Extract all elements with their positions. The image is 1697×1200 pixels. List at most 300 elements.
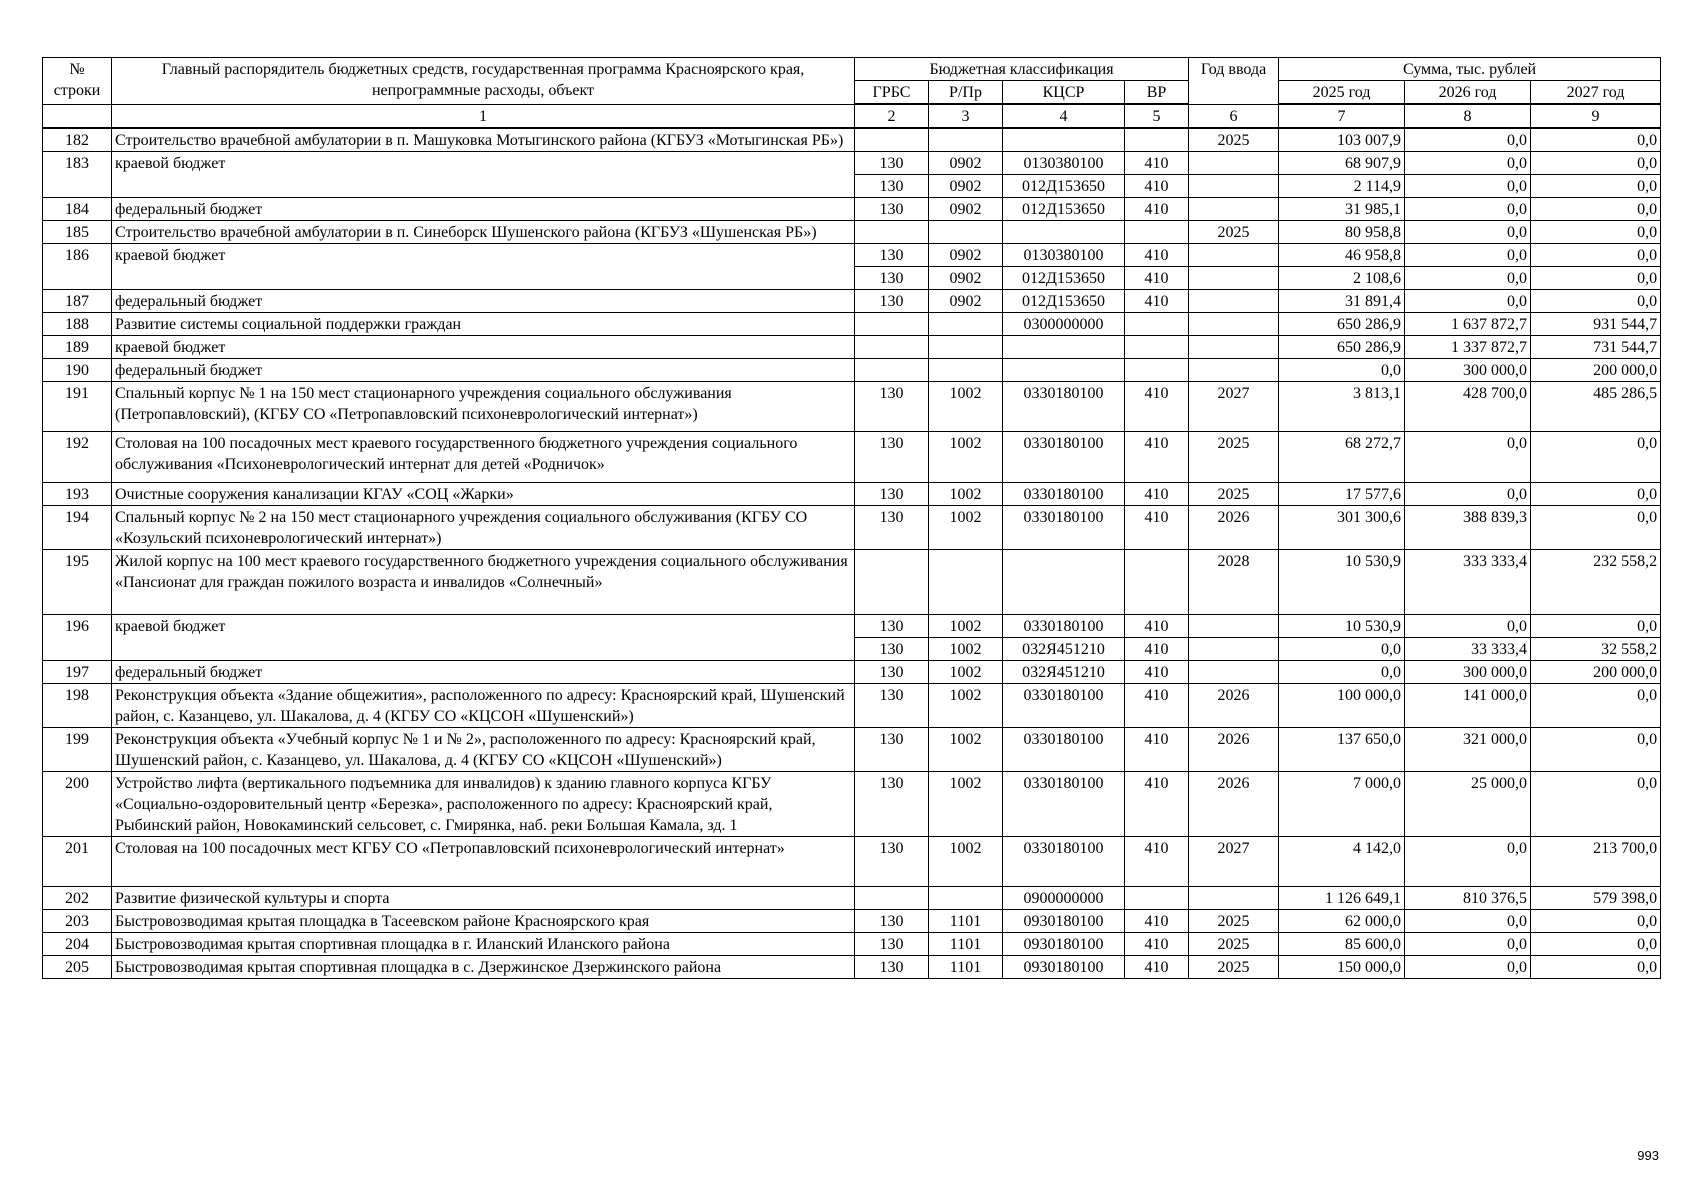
cell-2026: 428 700,0 xyxy=(1405,382,1531,432)
cell-year: 2025 xyxy=(1189,909,1279,932)
cell-year xyxy=(1189,886,1279,909)
cell-vr: 410 xyxy=(1125,267,1189,290)
cell-row-number: 186 xyxy=(43,244,112,290)
cell-rpr: 1002 xyxy=(929,683,1003,727)
cell-kcsr xyxy=(1003,359,1125,382)
cell-name: краевой бюджет xyxy=(112,614,855,660)
cell-year: 2025 xyxy=(1189,932,1279,955)
cell-2027: 213 700,0 xyxy=(1531,836,1661,886)
cell-2025: 1 126 649,1 xyxy=(1279,886,1405,909)
cell-vr: 410 xyxy=(1125,244,1189,267)
cell-grbs xyxy=(855,549,929,614)
cell-kcsr: 0930180100 xyxy=(1003,932,1125,955)
cell-2027: 579 398,0 xyxy=(1531,886,1661,909)
cell-2026: 0,0 xyxy=(1405,290,1531,313)
cell-name: Реконструкция объекта «Учебный корпус № 1 и № 2», расположенного по адресу: Красноярский край, Шушенский район, с. Казанцево, ул. Шакалова, д. 4 (КГБУ СО «КЦСОН «Шушенский») xyxy=(112,727,855,771)
cell-row-number: 182 xyxy=(43,128,112,152)
cell-2026: 321 000,0 xyxy=(1405,727,1531,771)
cell-2027: 0,0 xyxy=(1531,128,1661,152)
header-kcsr: КЦСР xyxy=(1003,81,1125,105)
cell-vr xyxy=(1125,221,1189,244)
cell-year xyxy=(1189,614,1279,637)
cell-2027: 0,0 xyxy=(1531,614,1661,637)
header-name: Главный распорядитель бюджетных средств, государственная программа Красноярского края, непрограммные расходы, объект xyxy=(112,58,855,105)
column-number: 4 xyxy=(1003,104,1125,128)
cell-kcsr xyxy=(1003,549,1125,614)
cell-2027: 0,0 xyxy=(1531,221,1661,244)
cell-2027: 0,0 xyxy=(1531,267,1661,290)
cell-grbs: 130 xyxy=(855,932,929,955)
cell-name: краевой бюджет xyxy=(112,152,855,198)
table-row xyxy=(43,290,1661,313)
cell-row-number: 194 xyxy=(43,505,112,549)
cell-rpr xyxy=(929,313,1003,336)
cell-year xyxy=(1189,359,1279,382)
table-row xyxy=(43,836,1661,886)
table-row xyxy=(43,771,1661,836)
header-row-1 xyxy=(43,58,1661,81)
cell-name: федеральный бюджет xyxy=(112,660,855,683)
header-classification: Бюджетная классификация xyxy=(855,58,1189,81)
cell-2025: 7 000,0 xyxy=(1279,771,1405,836)
cell-rpr: 1101 xyxy=(929,955,1003,978)
cell-2027: 0,0 xyxy=(1531,932,1661,955)
cell-kcsr: 0330180100 xyxy=(1003,505,1125,549)
cell-2027: 0,0 xyxy=(1531,505,1661,549)
cell-grbs: 130 xyxy=(855,175,929,198)
cell-row-number: 193 xyxy=(43,482,112,505)
cell-rpr xyxy=(929,886,1003,909)
header-rpr: Р/Пр xyxy=(929,81,1003,105)
cell-kcsr: 0330180100 xyxy=(1003,836,1125,886)
cell-2026: 300 000,0 xyxy=(1405,359,1531,382)
cell-row-number: 192 xyxy=(43,432,112,482)
cell-kcsr: 0130380100 xyxy=(1003,244,1125,267)
cell-year: 2025 xyxy=(1189,482,1279,505)
cell-row-number: 191 xyxy=(43,382,112,432)
cell-2026: 0,0 xyxy=(1405,128,1531,152)
header-year-input: Год ввода xyxy=(1189,58,1279,105)
cell-vr: 410 xyxy=(1125,290,1189,313)
cell-2025: 3 813,1 xyxy=(1279,382,1405,432)
cell-2025: 103 007,9 xyxy=(1279,128,1405,152)
cell-name: Быстровозводимая крытая площадка в Тасеевском районе Красноярского края xyxy=(112,909,855,932)
cell-kcsr: 0330180100 xyxy=(1003,382,1125,432)
header-2026: 2026 год xyxy=(1405,81,1531,105)
cell-row-number: 187 xyxy=(43,290,112,313)
cell-name: Быстровозводимая крытая спортивная площадка в с. Дзержинское Дзержинского района xyxy=(112,955,855,978)
cell-2026: 0,0 xyxy=(1405,267,1531,290)
cell-year: 2025 xyxy=(1189,955,1279,978)
cell-year: 2026 xyxy=(1189,505,1279,549)
cell-grbs xyxy=(855,886,929,909)
cell-rpr: 1002 xyxy=(929,382,1003,432)
cell-2026: 0,0 xyxy=(1405,221,1531,244)
cell-year xyxy=(1189,267,1279,290)
cell-rpr xyxy=(929,336,1003,359)
cell-year xyxy=(1189,152,1279,175)
cell-2025: 10 530,9 xyxy=(1279,614,1405,637)
cell-2026: 300 000,0 xyxy=(1405,660,1531,683)
cell-year xyxy=(1189,175,1279,198)
column-number: 1 xyxy=(112,104,855,128)
cell-2027: 0,0 xyxy=(1531,909,1661,932)
cell-rpr xyxy=(929,128,1003,152)
cell-2026: 333 333,4 xyxy=(1405,549,1531,614)
cell-2025: 2 108,6 xyxy=(1279,267,1405,290)
cell-row-number: 199 xyxy=(43,727,112,771)
cell-2026: 0,0 xyxy=(1405,482,1531,505)
cell-2025: 85 600,0 xyxy=(1279,932,1405,955)
cell-rpr xyxy=(929,549,1003,614)
cell-year: 2027 xyxy=(1189,836,1279,886)
cell-year xyxy=(1189,290,1279,313)
cell-vr: 410 xyxy=(1125,660,1189,683)
cell-vr: 410 xyxy=(1125,771,1189,836)
cell-2025: 4 142,0 xyxy=(1279,836,1405,886)
cell-vr xyxy=(1125,886,1189,909)
cell-2025: 650 286,9 xyxy=(1279,313,1405,336)
cell-vr xyxy=(1125,336,1189,359)
cell-year: 2025 xyxy=(1189,432,1279,482)
cell-2027: 232 558,2 xyxy=(1531,549,1661,614)
cell-name: федеральный бюджет xyxy=(112,198,855,221)
cell-grbs: 130 xyxy=(855,909,929,932)
cell-year: 2026 xyxy=(1189,771,1279,836)
cell-2027: 485 286,5 xyxy=(1531,382,1661,432)
cell-rpr: 1002 xyxy=(929,432,1003,482)
cell-kcsr: 032Я451210 xyxy=(1003,637,1125,660)
cell-name: федеральный бюджет xyxy=(112,359,855,382)
cell-name: Развитие системы социальной поддержки граждан xyxy=(112,313,855,336)
cell-2026: 810 376,5 xyxy=(1405,886,1531,909)
cell-2026: 0,0 xyxy=(1405,909,1531,932)
cell-rpr: 0902 xyxy=(929,152,1003,175)
cell-vr: 410 xyxy=(1125,683,1189,727)
cell-2026: 0,0 xyxy=(1405,432,1531,482)
cell-rpr: 0902 xyxy=(929,175,1003,198)
cell-vr xyxy=(1125,359,1189,382)
cell-year: 2026 xyxy=(1189,727,1279,771)
cell-2025: 301 300,6 xyxy=(1279,505,1405,549)
column-number-row xyxy=(43,104,1661,128)
cell-row-number: 204 xyxy=(43,932,112,955)
cell-2025: 0,0 xyxy=(1279,660,1405,683)
cell-vr: 410 xyxy=(1125,198,1189,221)
cell-grbs xyxy=(855,359,929,382)
column-number: 8 xyxy=(1405,104,1531,128)
cell-vr: 410 xyxy=(1125,637,1189,660)
cell-kcsr: 012Д153650 xyxy=(1003,267,1125,290)
cell-2026: 0,0 xyxy=(1405,932,1531,955)
cell-vr: 410 xyxy=(1125,909,1189,932)
cell-vr: 410 xyxy=(1125,955,1189,978)
cell-vr: 410 xyxy=(1125,614,1189,637)
cell-vr: 410 xyxy=(1125,932,1189,955)
cell-2027: 0,0 xyxy=(1531,244,1661,267)
cell-rpr: 1002 xyxy=(929,771,1003,836)
cell-year: 2027 xyxy=(1189,382,1279,432)
cell-kcsr: 0900000000 xyxy=(1003,886,1125,909)
cell-2027: 0,0 xyxy=(1531,198,1661,221)
cell-kcsr: 0930180100 xyxy=(1003,955,1125,978)
cell-grbs: 130 xyxy=(855,614,929,637)
table-row xyxy=(43,128,1661,152)
table-body xyxy=(43,128,1661,978)
cell-name: краевой бюджет xyxy=(112,244,855,290)
cell-2027: 200 000,0 xyxy=(1531,359,1661,382)
cell-2026: 0,0 xyxy=(1405,614,1531,637)
cell-rpr xyxy=(929,359,1003,382)
cell-rpr: 1002 xyxy=(929,482,1003,505)
column-number: 6 xyxy=(1189,104,1279,128)
cell-rpr: 1002 xyxy=(929,637,1003,660)
cell-vr: 410 xyxy=(1125,152,1189,175)
table-row xyxy=(43,336,1661,359)
cell-kcsr: 0130380100 xyxy=(1003,152,1125,175)
cell-2025: 68 272,7 xyxy=(1279,432,1405,482)
cell-name: федеральный бюджет xyxy=(112,290,855,313)
cell-kcsr: 0330180100 xyxy=(1003,482,1125,505)
column-number: 7 xyxy=(1279,104,1405,128)
cell-kcsr xyxy=(1003,336,1125,359)
cell-kcsr xyxy=(1003,221,1125,244)
cell-vr: 410 xyxy=(1125,482,1189,505)
cell-2026: 25 000,0 xyxy=(1405,771,1531,836)
cell-name: Столовая на 100 посадочных мест КГБУ СО «Петропавловский психоневрологический интернат» xyxy=(112,836,855,886)
cell-2026: 0,0 xyxy=(1405,244,1531,267)
cell-grbs: 130 xyxy=(855,637,929,660)
budget-table xyxy=(42,57,1661,979)
cell-rpr: 1002 xyxy=(929,660,1003,683)
cell-row-number: 200 xyxy=(43,771,112,836)
cell-2027: 32 558,2 xyxy=(1531,637,1661,660)
table-row xyxy=(43,886,1661,909)
cell-2026: 0,0 xyxy=(1405,152,1531,175)
cell-2027: 0,0 xyxy=(1531,683,1661,727)
column-number: 2 xyxy=(855,104,929,128)
cell-2026: 1 637 872,7 xyxy=(1405,313,1531,336)
cell-name: Спальный корпус № 1 на 150 мест стационарного учреждения социального обслуживания (Петропавловский), (КГБУ СО «Петропавловский психоневрологический интернат») xyxy=(112,382,855,432)
cell-year xyxy=(1189,244,1279,267)
cell-rpr: 1002 xyxy=(929,614,1003,637)
header-2025: 2025 год xyxy=(1279,81,1405,105)
cell-kcsr: 012Д153650 xyxy=(1003,290,1125,313)
cell-2026: 0,0 xyxy=(1405,198,1531,221)
cell-2026: 388 839,3 xyxy=(1405,505,1531,549)
cell-2027: 200 000,0 xyxy=(1531,660,1661,683)
cell-grbs xyxy=(855,128,929,152)
cell-kcsr: 0330180100 xyxy=(1003,614,1125,637)
cell-grbs: 130 xyxy=(855,267,929,290)
cell-year xyxy=(1189,336,1279,359)
cell-grbs: 130 xyxy=(855,683,929,727)
cell-2025: 68 907,9 xyxy=(1279,152,1405,175)
cell-kcsr: 012Д153650 xyxy=(1003,175,1125,198)
cell-grbs xyxy=(855,336,929,359)
cell-vr xyxy=(1125,549,1189,614)
cell-kcsr xyxy=(1003,128,1125,152)
cell-2025: 31 891,4 xyxy=(1279,290,1405,313)
cell-row-number: 201 xyxy=(43,836,112,886)
cell-name: Столовая на 100 посадочных мест краевого государственного бюджетного учреждения социального обслуживания «Психоневрологический интернат для детей «Родничок» xyxy=(112,432,855,482)
cell-grbs: 130 xyxy=(855,727,929,771)
cell-kcsr: 032Я451210 xyxy=(1003,660,1125,683)
cell-kcsr: 0300000000 xyxy=(1003,313,1125,336)
header-row-no: № строки xyxy=(43,58,112,105)
table-row xyxy=(43,359,1661,382)
cell-2025: 150 000,0 xyxy=(1279,955,1405,978)
cell-2026: 1 337 872,7 xyxy=(1405,336,1531,359)
cell-rpr: 1002 xyxy=(929,505,1003,549)
table-row xyxy=(43,660,1661,683)
cell-2027: 0,0 xyxy=(1531,727,1661,771)
cell-year xyxy=(1189,313,1279,336)
cell-grbs xyxy=(855,221,929,244)
cell-vr: 410 xyxy=(1125,175,1189,198)
cell-row-number: 195 xyxy=(43,549,112,614)
table-row xyxy=(43,313,1661,336)
cell-name: Развитие физической культуры и спорта xyxy=(112,886,855,909)
cell-kcsr: 0930180100 xyxy=(1003,909,1125,932)
cell-row-number: 190 xyxy=(43,359,112,382)
cell-2027: 0,0 xyxy=(1531,771,1661,836)
cell-grbs xyxy=(855,313,929,336)
header-grbs: ГРБС xyxy=(855,81,929,105)
column-number: 3 xyxy=(929,104,1003,128)
cell-grbs: 130 xyxy=(855,660,929,683)
cell-rpr: 1101 xyxy=(929,932,1003,955)
cell-2027: 731 544,7 xyxy=(1531,336,1661,359)
cell-rpr xyxy=(929,221,1003,244)
table-row xyxy=(43,152,1661,175)
cell-2027: 931 544,7 xyxy=(1531,313,1661,336)
cell-2025: 0,0 xyxy=(1279,637,1405,660)
cell-2026: 0,0 xyxy=(1405,836,1531,886)
cell-name: Очистные сооружения канализации КГАУ «СОЦ «Жарки» xyxy=(112,482,855,505)
cell-vr: 410 xyxy=(1125,727,1189,771)
header-vr: ВР xyxy=(1125,81,1189,105)
header-2027: 2027 год xyxy=(1531,81,1661,105)
cell-2025: 100 000,0 xyxy=(1279,683,1405,727)
column-number: 9 xyxy=(1531,104,1661,128)
cell-row-number: 197 xyxy=(43,660,112,683)
column-number-empty xyxy=(43,104,112,128)
cell-2025: 10 530,9 xyxy=(1279,549,1405,614)
cell-name: Строительство врачебной амбулатории в п. Синеборск Шушенского района (КГБУЗ «Шушенская РБ») xyxy=(112,221,855,244)
table-row xyxy=(43,198,1661,221)
cell-2025: 137 650,0 xyxy=(1279,727,1405,771)
cell-2027: 0,0 xyxy=(1531,175,1661,198)
cell-vr: 410 xyxy=(1125,432,1189,482)
table-row xyxy=(43,432,1661,482)
table-row xyxy=(43,909,1661,932)
cell-2027: 0,0 xyxy=(1531,290,1661,313)
cell-name: краевой бюджет xyxy=(112,336,855,359)
cell-row-number: 188 xyxy=(43,313,112,336)
cell-row-number: 189 xyxy=(43,336,112,359)
cell-rpr: 0902 xyxy=(929,290,1003,313)
cell-grbs: 130 xyxy=(855,198,929,221)
cell-grbs: 130 xyxy=(855,771,929,836)
table-row xyxy=(43,382,1661,432)
cell-2025: 17 577,6 xyxy=(1279,482,1405,505)
table-row xyxy=(43,549,1661,614)
cell-2026: 0,0 xyxy=(1405,955,1531,978)
cell-rpr: 0902 xyxy=(929,198,1003,221)
cell-2026: 33 333,4 xyxy=(1405,637,1531,660)
cell-2027: 0,0 xyxy=(1531,955,1661,978)
cell-row-number: 183 xyxy=(43,152,112,198)
cell-year xyxy=(1189,637,1279,660)
cell-name: Жилой корпус на 100 мест краевого государственного бюджетного учреждения социального обслуживания «Пансионат для граждан пожилого возраста и инвалидов «Солнечный» xyxy=(112,549,855,614)
cell-grbs: 130 xyxy=(855,382,929,432)
cell-row-number: 184 xyxy=(43,198,112,221)
cell-row-number: 202 xyxy=(43,886,112,909)
cell-row-number: 205 xyxy=(43,955,112,978)
cell-grbs: 130 xyxy=(855,290,929,313)
table-row xyxy=(43,727,1661,771)
cell-vr xyxy=(1125,313,1189,336)
cell-grbs: 130 xyxy=(855,955,929,978)
cell-kcsr: 0330180100 xyxy=(1003,432,1125,482)
cell-rpr: 1101 xyxy=(929,909,1003,932)
cell-kcsr: 0330180100 xyxy=(1003,771,1125,836)
cell-2025: 31 985,1 xyxy=(1279,198,1405,221)
cell-2025: 650 286,9 xyxy=(1279,336,1405,359)
cell-year: 2025 xyxy=(1189,128,1279,152)
table-row xyxy=(43,482,1661,505)
cell-name: Устройство лифта (вертикального подъемника для инвалидов) к зданию главного корпуса КГБУ «Социально-оздоровительный центр «Березка», расположенного по адресу: Красноярский край, Рыбинский район, Новокаминский сельсовет, с. Гмирянка, наб. реки Большая Камала, зд. 1 xyxy=(112,771,855,836)
cell-vr: 410 xyxy=(1125,382,1189,432)
cell-vr: 410 xyxy=(1125,505,1189,549)
header-amount: Сумма, тыс. рублей xyxy=(1279,58,1661,81)
cell-name: Спальный корпус № 2 на 150 мест стационарного учреждения социального обслуживания (КГБУ СО «Козульский психоневрологический интернат») xyxy=(112,505,855,549)
cell-row-number: 196 xyxy=(43,614,112,660)
table-row xyxy=(43,244,1661,267)
cell-row-number: 203 xyxy=(43,909,112,932)
cell-row-number: 185 xyxy=(43,221,112,244)
cell-vr xyxy=(1125,128,1189,152)
table-row xyxy=(43,505,1661,549)
cell-2025: 62 000,0 xyxy=(1279,909,1405,932)
cell-year xyxy=(1189,198,1279,221)
cell-rpr: 0902 xyxy=(929,244,1003,267)
cell-name: Реконструкция объекта «Здание общежития», расположенного по адресу: Красноярский край, Шушенский район, с. Казанцево, ул. Шакалова, д. 4 (КГБУ СО «КЦСОН «Шушенский») xyxy=(112,683,855,727)
cell-year: 2026 xyxy=(1189,683,1279,727)
cell-kcsr: 0330180100 xyxy=(1003,683,1125,727)
cell-name: Строительство врачебной амбулатории в п. Машуковка Мотыгинского района (КГБУЗ «Мотыгинская РБ») xyxy=(112,128,855,152)
cell-kcsr: 012Д153650 xyxy=(1003,198,1125,221)
table-row xyxy=(43,614,1661,637)
cell-grbs: 130 xyxy=(855,152,929,175)
cell-grbs: 130 xyxy=(855,482,929,505)
cell-name: Быстровозводимая крытая спортивная площадка в г. Иланский Иланского района xyxy=(112,932,855,955)
cell-2026: 0,0 xyxy=(1405,175,1531,198)
cell-2025: 0,0 xyxy=(1279,359,1405,382)
cell-year xyxy=(1189,660,1279,683)
cell-rpr: 1002 xyxy=(929,727,1003,771)
cell-vr: 410 xyxy=(1125,836,1189,886)
cell-year: 2028 xyxy=(1189,549,1279,614)
table-row xyxy=(43,221,1661,244)
cell-2027: 0,0 xyxy=(1531,482,1661,505)
cell-grbs: 130 xyxy=(855,244,929,267)
cell-rpr: 0902 xyxy=(929,267,1003,290)
cell-grbs: 130 xyxy=(855,505,929,549)
cell-row-number: 198 xyxy=(43,683,112,727)
table-row xyxy=(43,932,1661,955)
